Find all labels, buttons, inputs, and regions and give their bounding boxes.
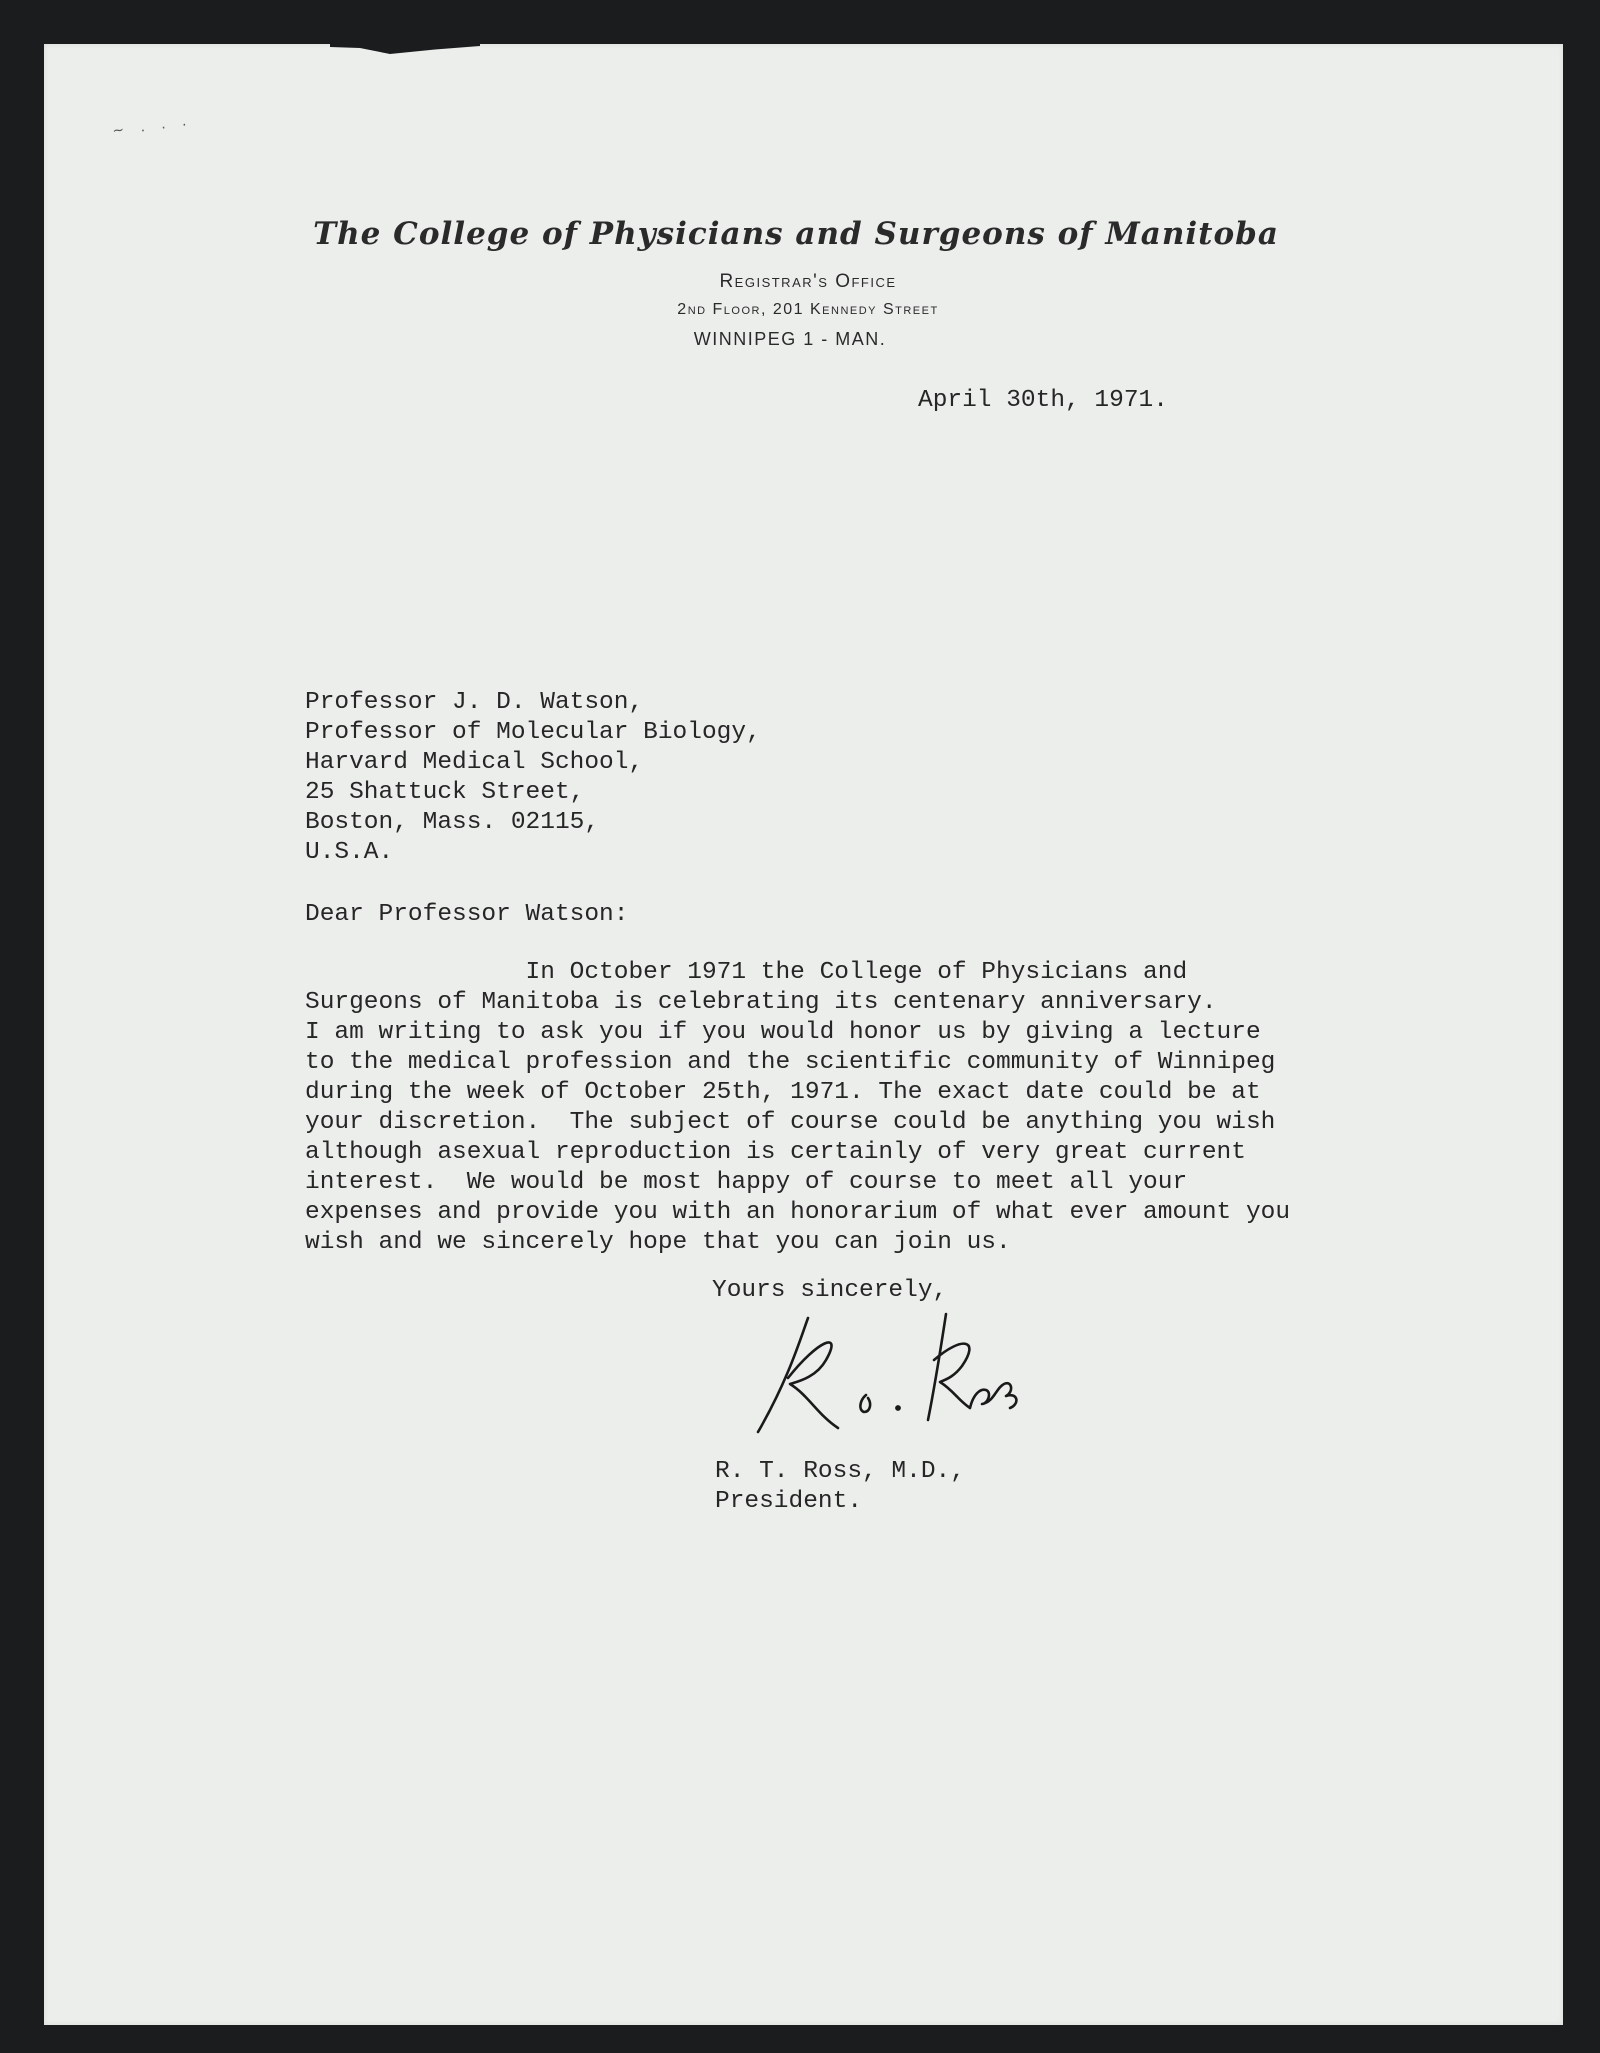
body-line: I am writing to ask you if you would honor us by giving a lecture: [305, 1019, 1261, 1046]
signatory-title: President.: [715, 1488, 863, 1515]
body-line: although asexual reproduction is certainly of very great current: [305, 1139, 1246, 1166]
letterhead-office: Registrar's Office: [719, 271, 897, 292]
letterhead-title: The College of Physicians and Surgeons of Manitoba: [313, 216, 1279, 252]
handwritten-signature: [748, 1300, 1028, 1450]
body-line: your discretion. The subject of course could be anything you wish: [305, 1109, 1276, 1136]
letter-body: [305, 958, 1290, 1258]
recipient-line: Professor of Molecular Biology,: [305, 719, 761, 746]
letter-date: April 30th, 1971.: [918, 387, 1168, 414]
letterhead-address-line1: 2nd Floor, 201 Kennedy Street: [677, 301, 939, 318]
body-line: In October 1971 the College of Physicians and: [305, 959, 1188, 986]
salutation: Dear Professor Watson:: [305, 901, 629, 928]
closing: Yours sincerely,: [712, 1277, 948, 1304]
recipient-line: U.S.A.: [305, 839, 394, 866]
signatory-block: [715, 1457, 965, 1517]
letterhead-address-line2: WINNIPEG 1 - MAN.: [693, 329, 887, 349]
recipient-address: [305, 688, 761, 868]
body-line: Surgeons of Manitoba is celebrating its centenary anniversary.: [305, 989, 1217, 1016]
signatory-name: R. T. Ross, M.D.,: [715, 1458, 965, 1485]
body-line: during the week of October 25th, 1971. The exact date could be at: [305, 1079, 1261, 1106]
recipient-line: Boston, Mass. 02115,: [305, 809, 600, 836]
body-line: interest. We would be most happy of course to meet all your: [305, 1169, 1188, 1196]
pencil-mark: ~ . . .: [111, 112, 194, 140]
recipient-line: Professor J. D. Watson,: [305, 689, 644, 716]
recipient-line: 25 Shattuck Street,: [305, 779, 585, 806]
recipient-line: Harvard Medical School,: [305, 749, 644, 776]
body-line: to the medical profession and the scientific community of Winnipeg: [305, 1049, 1276, 1076]
body-line: expenses and provide you with an honorarium of what ever amount you: [305, 1199, 1291, 1226]
body-line: wish and we sincerely hope that you can join us.: [305, 1229, 1011, 1256]
